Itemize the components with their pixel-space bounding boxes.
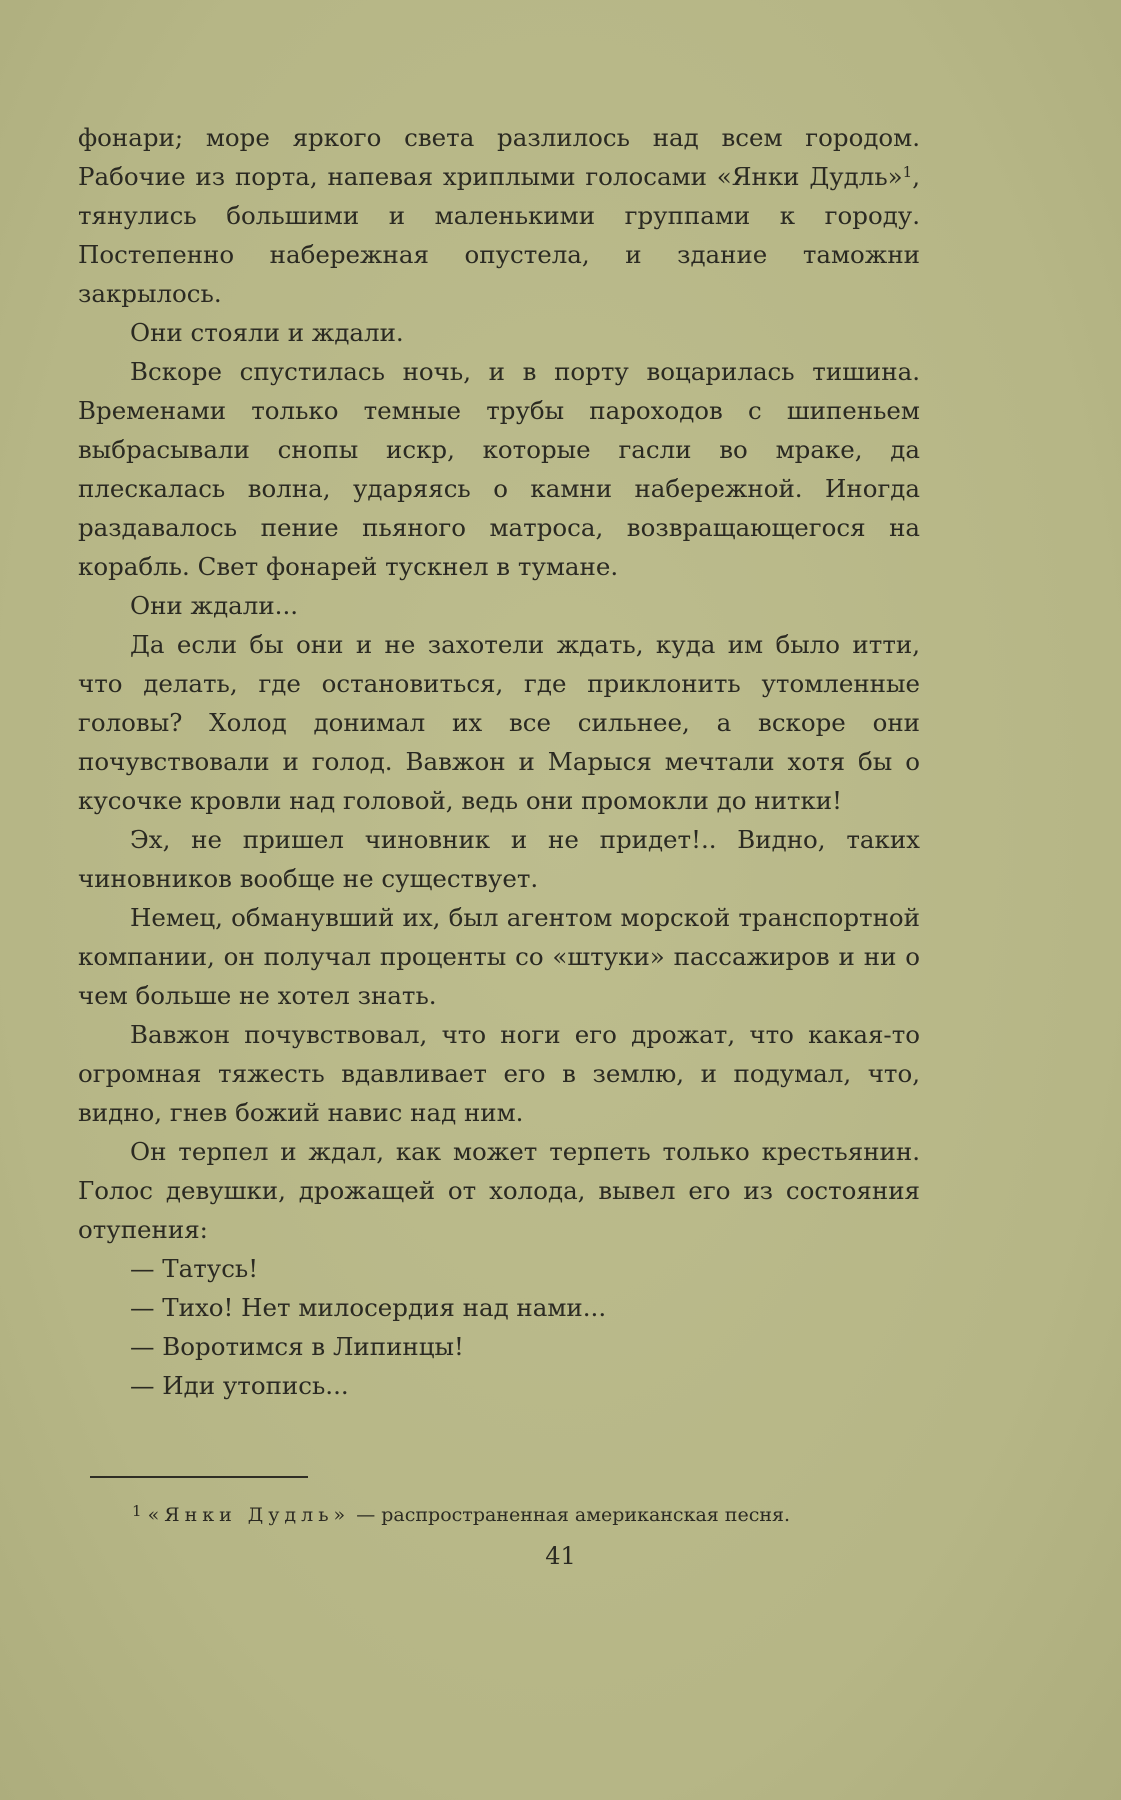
footnote-divider [90,1476,308,1478]
dialogue-line: — Воротимся в Липинцы! [130,1332,464,1361]
page-number: 41 [545,1542,576,1570]
footnote [132,1498,922,1532]
paragraph: Немец, обманувший их, был агентом морской транспортной компании, он получал проценты со «штуки» пассажиров и ни о чем больше не хотел знать. [78,903,920,1010]
dialogue-line: — Тихо! Нет милосердия над нами... [130,1293,607,1322]
paragraph-text: фонари; море яркого света разлилось над всем городом. Рабочие из порта, напевая хриплыми голосами «Янки Дудль» [78,123,920,191]
paragraph: Да если бы они и не захотели ждать, куда им было итти, что делать, где остановиться, где приклонить утомленные головы? Холод донимал их все сильнее, а вскоре они почувствовали и голод. Вавжон и Марыся мечтали хотя бы о кусочке кровли над головой, ведь они промокли до нитки! [78,630,920,815]
paragraph: Вавжон почувствовал, что ноги его дрожат, что какая-то огромная тяжесть вдавливает его в землю, и подумал, что, видно, гнев божий навис над ним. [78,1020,920,1127]
paragraph [78,118,920,313]
paragraph-text: , тянулись большими и маленькими группами к городу. Постепенно набережная опустела, и здание таможни закрылось. [78,162,920,308]
paragraph: Он терпел и ждал, как может терпеть только крестьянин. Голос девушки, дрожащей от холода, вывел его из состояния отупения: [78,1137,920,1244]
dialogue-line: — Татусь! [130,1254,259,1283]
paragraph: Они стояли и ждали. [130,318,404,347]
paragraph: Они ждали... [130,591,299,620]
footnote-term: «Янки Дудль» [147,1504,351,1526]
paragraph: Вскоре спустилась ночь, и в порту воцарилась тишина. Временами только темные трубы пароходов с шипеньем выбрасывали снопы искр, которые гасли во мраке, да плескалась волна, ударяясь о камни набережной. Иногда раздавалось пение пьяного матроса, возвращающегося на корабль. Свет фонарей тускнел в тумане. [78,357,920,581]
footnote-text: распространенная американская песня. [381,1504,791,1526]
footnote-reference: 1 [902,163,913,181]
main-text [78,118,920,1405]
footnote-dash: — [356,1504,376,1526]
paragraph: Эх, не пришел чиновник и не придет!.. Видно, таких чиновников вообще не существует. [78,825,920,893]
dialogue-line: — Иди утопись... [130,1371,349,1400]
footnote-mark: 1 [132,1502,142,1520]
